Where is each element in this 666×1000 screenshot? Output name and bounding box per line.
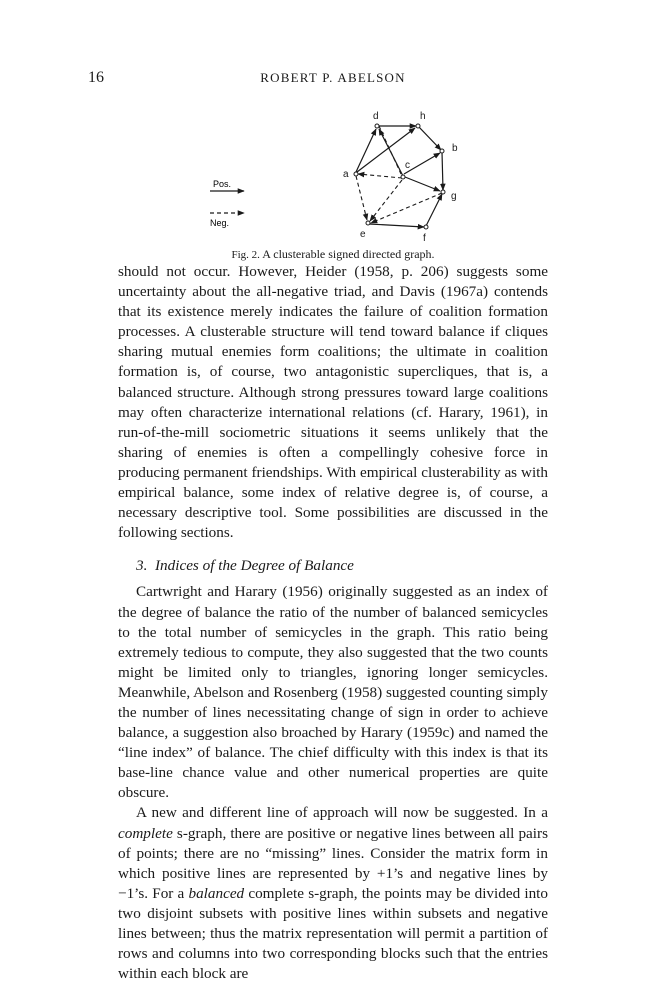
- node-g: [441, 190, 445, 194]
- paragraph-3-part-c: complete s-graph, the points may be divided into two disjoint subsets with positive lines within subsets and negative lines between; thus the matrix representation will permit a partition of rows and columns into two corresponding blocks such that the entries within each block are: [118, 884, 548, 983]
- page-number: 16: [88, 69, 104, 86]
- node-a: [354, 172, 358, 176]
- edge-g-e: [371, 193, 442, 223]
- edge-c-a: [358, 174, 402, 178]
- paragraph-3-part-a: A new and different line of approach will now be suggested. In a: [136, 804, 548, 822]
- node-label-b: b: [452, 143, 458, 154]
- node-label-c: c: [405, 160, 410, 171]
- node-d: [375, 124, 379, 128]
- positive-edges: [356, 126, 443, 227]
- paragraph-3-part-b: s-graph, there are positive or negative lines between all pairs of points; there are no “missing” lines. Consider the matrix form in which positive lines are represented by +1’s and negative lines by −1’s. For a: [118, 824, 548, 902]
- section-heading: [118, 556, 548, 576]
- node-h: [416, 124, 420, 128]
- legend-neg-label: Neg.: [210, 218, 230, 228]
- edge-e-f: [369, 224, 424, 227]
- edge-h-b: [418, 126, 441, 150]
- node-e: [366, 221, 370, 225]
- node-label-e: e: [360, 229, 366, 240]
- edge-b-g: [442, 152, 443, 190]
- paragraph-3-emphasis-balanced: balanced: [188, 884, 245, 902]
- node-label-g: g: [451, 191, 457, 202]
- paragraph-2: Cartwright and Harary (1956) originally suggested as an index of the degree of balance the ratio of the number of balanced semicycles to the total number of semicycles in the graph. This ratio being extremely tedious to compute, they also suggested that the two counts might be limited only to triangles, ignoring longer semicycles. Meanwhile, Abelson and Rosenberg (1958) suggested counting simply the number of lines necessitating change of sign in order to achieve balance, a suggestion also broached by Harary (1959c) and named the “line index” of balance. The chief difficulty with this index is that its base-line chance value and other numerical properties are quite obscure.: [118, 583, 548, 802]
- figure-caption: [0, 247, 666, 262]
- node-label-a: a: [343, 169, 349, 180]
- node-label-d: d: [373, 111, 379, 122]
- section-number: 3.: [136, 557, 148, 575]
- paragraph-3-emphasis-complete: complete: [118, 824, 173, 842]
- node-f: [424, 225, 428, 229]
- node-label-f: f: [423, 233, 426, 244]
- edge-c-g: [405, 177, 440, 191]
- legend: [210, 179, 244, 228]
- node-b: [440, 149, 444, 153]
- legend-pos-label: Pos.: [213, 179, 232, 189]
- paragraph-3: [118, 803, 548, 984]
- node-label-h: h: [420, 111, 426, 122]
- node-c: [401, 175, 405, 179]
- body-text: [118, 262, 548, 984]
- figure-caption-text: A clusterable signed directed graph.: [262, 247, 435, 261]
- paragraph-1: should not occur. However, Heider (1958, p. 206) suggests some uncertainty about the all-negative triad, and Davis (1967a) contends that its existence merely indicates the failure of coalition formation processes. A clusterable structure will tend toward balance if cliques sharing mutual enemies form coalitions; the ultimate in coalition formation is, of course, two antagonistic supercliques, that is, a balanced structure. Although strong pressures toward large coalitions may often characterize international relations (cf. Harary, 1961), in run-of-the-mill sociometric situations it seems unlikely that the sharing of enemies is often a compellingly cohesive force in producing permanent friendships. With empirical clusterability as with empirical balance, some index of relative degree is, of course, a necessary descriptive tool. Some possibilities are discussed in the following sections.: [118, 263, 548, 542]
- section-title: Indices of the Degree of Balance: [154, 557, 354, 575]
- figure-signed-digraph: [0, 100, 666, 250]
- edge-a-e: [356, 176, 367, 220]
- edge-c-e: [370, 180, 402, 221]
- running-head: ROBERT P. ABELSON: [260, 70, 406, 85]
- figure-caption-label: Fig. 2.: [231, 249, 260, 261]
